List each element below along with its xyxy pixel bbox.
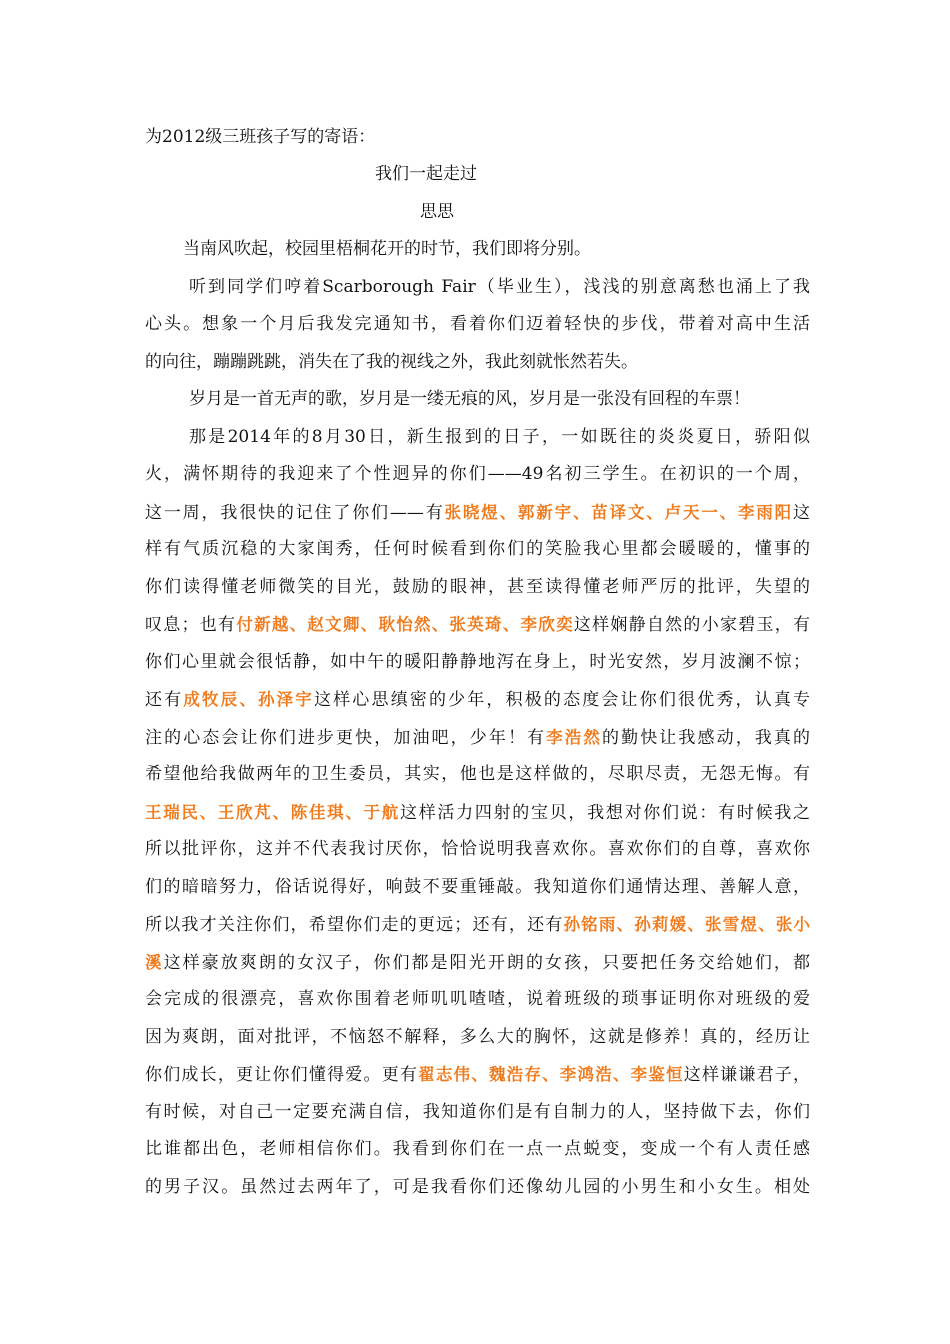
student-names: 孙铭雨、孙莉媛、张雪煜、张小: [563, 915, 810, 934]
text-run: 这样心思缜密的少年，积极的态度会让你们很优秀，认真专: [313, 690, 810, 710]
paragraph-line: [145, 906, 810, 944]
paragraph-line: [145, 831, 810, 869]
text-run: 当南风吹起，校园里梧桐花开的时节，我们即将分别。: [183, 239, 591, 259]
text-run: 会完成的很漂亮，喜欢你围着老师叽叽喳喳，说着班级的琐事证明你对班级的爱: [145, 989, 810, 1009]
text-run: 听到同学们哼着Scarborough Fair（毕业生），浅浅的别意离愁也涌上了我: [189, 276, 810, 297]
text-run: 岁月是一首无声的歌，岁月是一缕无痕的风，岁月是一张没有回程的车票！: [189, 389, 750, 409]
student-names: 李浩然: [546, 727, 602, 747]
paragraph-line: [145, 306, 810, 344]
text-run: 比谁都出色，老师相信你们。我看到你们在一点一点蜕变，变成一个有人责任感: [145, 1139, 810, 1159]
text-run: 所以批评你，这并不代表我讨厌你，恰恰说明我喜欢你。喜欢你们的自尊，喜欢你: [145, 839, 810, 859]
text-run: 火，满怀期待的我迎来了个性迥异的你们——49名初三学生。在初识的一个周，: [145, 464, 810, 484]
paragraph-line: [145, 606, 810, 644]
student-names: 付新越、赵文卿、耿怡然、张英琦、李欣奕: [236, 615, 574, 634]
paragraph-line: [145, 419, 810, 457]
text-run: 希望他给我做两年的卫生委员，其实，他也是这样做的，尽职尽责，无怨无悔。有: [145, 764, 810, 784]
text-run: 那是2014年的8月30日，新生报到的日子，一如既往的炎炎夏日，骄阳似: [189, 426, 810, 447]
text-run: 注的心态会让你们进步更快，加油吧，少年！有: [145, 727, 547, 748]
paragraph-line: [145, 531, 810, 569]
paragraph-line: [145, 1131, 810, 1169]
paragraph-line: [145, 269, 810, 307]
text-run: 叹息；也有: [145, 615, 237, 635]
text-run: 的男子汉。虽然过去两年了，可是我看你们还像幼儿园的小男生和小女生。相处: [145, 1176, 810, 1197]
text-run: 所以我才关注你们，希望你们走的更远；还有，还有: [145, 915, 564, 935]
paragraph-line: [145, 456, 810, 494]
student-names: 溪: [145, 952, 164, 972]
student-names: 成牧辰、孙泽宇: [183, 690, 314, 709]
essay-body: [145, 231, 810, 1206]
paragraph-line: [145, 344, 810, 382]
text-run: 的向往，蹦蹦跳跳，消失在了我的视线之外，我此刻就怅然若失。: [145, 351, 638, 372]
paragraph-line: [145, 869, 810, 907]
paragraph-line: [145, 494, 810, 532]
text-run: 你们心里就会很恬静，如中午的暖阳静静地泻在身上，时光安然，岁月波澜不惊；: [145, 651, 810, 672]
text-run: 你们读得懂老师微笑的目光，鼓励的眼神，甚至读得懂老师严厉的批评，失望的: [145, 576, 810, 597]
text-run: 心头。想象一个月后我发完通知书，看着你们迈着轻快的步伐，带着对高中生活: [145, 314, 810, 334]
student-names: 张晓煜、郭新宇、苗译文、卢天一、李雨阳: [444, 502, 794, 522]
document-heading: 为2012级三班孩子写的寄语：: [145, 127, 376, 147]
student-names: 翟志伟、魏浩存、李鸿浩、李鉴恒: [418, 1065, 684, 1084]
paragraph-line: [145, 1169, 810, 1207]
document-page: [145, 118, 810, 1206]
paragraph-line: [145, 569, 810, 607]
paragraph-line: [145, 231, 810, 269]
essay-author: 思思: [420, 201, 454, 222]
text-run: 这样豪放爽朗的女汉子，你们都是阳光开朗的女孩，只要把任务交给她们，都: [163, 952, 810, 973]
text-run: 这一周，我很快的记住了你们——有: [145, 502, 445, 523]
paragraph-line: [145, 756, 810, 794]
paragraph-line: [145, 981, 810, 1019]
paragraph-line: [145, 681, 810, 719]
text-run: 的勤快让我感动，我真的: [601, 727, 810, 748]
paragraph-line: [145, 1019, 810, 1057]
paragraph-line: [145, 381, 810, 419]
paragraph-line: [145, 719, 810, 757]
paragraph-line: [145, 1094, 810, 1132]
paragraph-line: [145, 644, 810, 682]
paragraph-line: [145, 944, 810, 982]
text-run: 这样活力四射的宝贝，我想对你们说：有时候我之: [400, 802, 810, 823]
text-run: 们的暗暗努力，俗话说得好，响鼓不要重锤敲。我知道你们通情达理、善解人意，: [145, 876, 810, 897]
student-names: 王瑞民、王欣芃、陈佳琪、于航: [145, 802, 400, 822]
paragraph-line: [145, 794, 810, 832]
text-run: 这样谦谦君子，: [683, 1065, 810, 1085]
text-run: 还有: [145, 690, 184, 710]
essay-title: 我们一起走过: [375, 164, 477, 184]
text-run: 这: [793, 502, 810, 523]
text-run: 这样娴静自然的小家碧玉，有: [573, 615, 810, 635]
text-run: 你们成长，更让你们懂得爱。更有: [145, 1065, 419, 1085]
text-run: 因为爽朗，面对批评，不恼怒不解释，多么大的胸怀，这就是修养！真的，经历让: [145, 1026, 810, 1047]
text-run: 样有气质沉稳的大家闺秀，任何时候看到你们的笑脸我心里都会暖暖的，懂事的: [145, 539, 810, 559]
text-run: 有时候，对自己一定要充满自信，我知道你们是有自制力的人，坚持做下去，你们: [145, 1101, 810, 1122]
paragraph-line: [145, 1056, 810, 1094]
